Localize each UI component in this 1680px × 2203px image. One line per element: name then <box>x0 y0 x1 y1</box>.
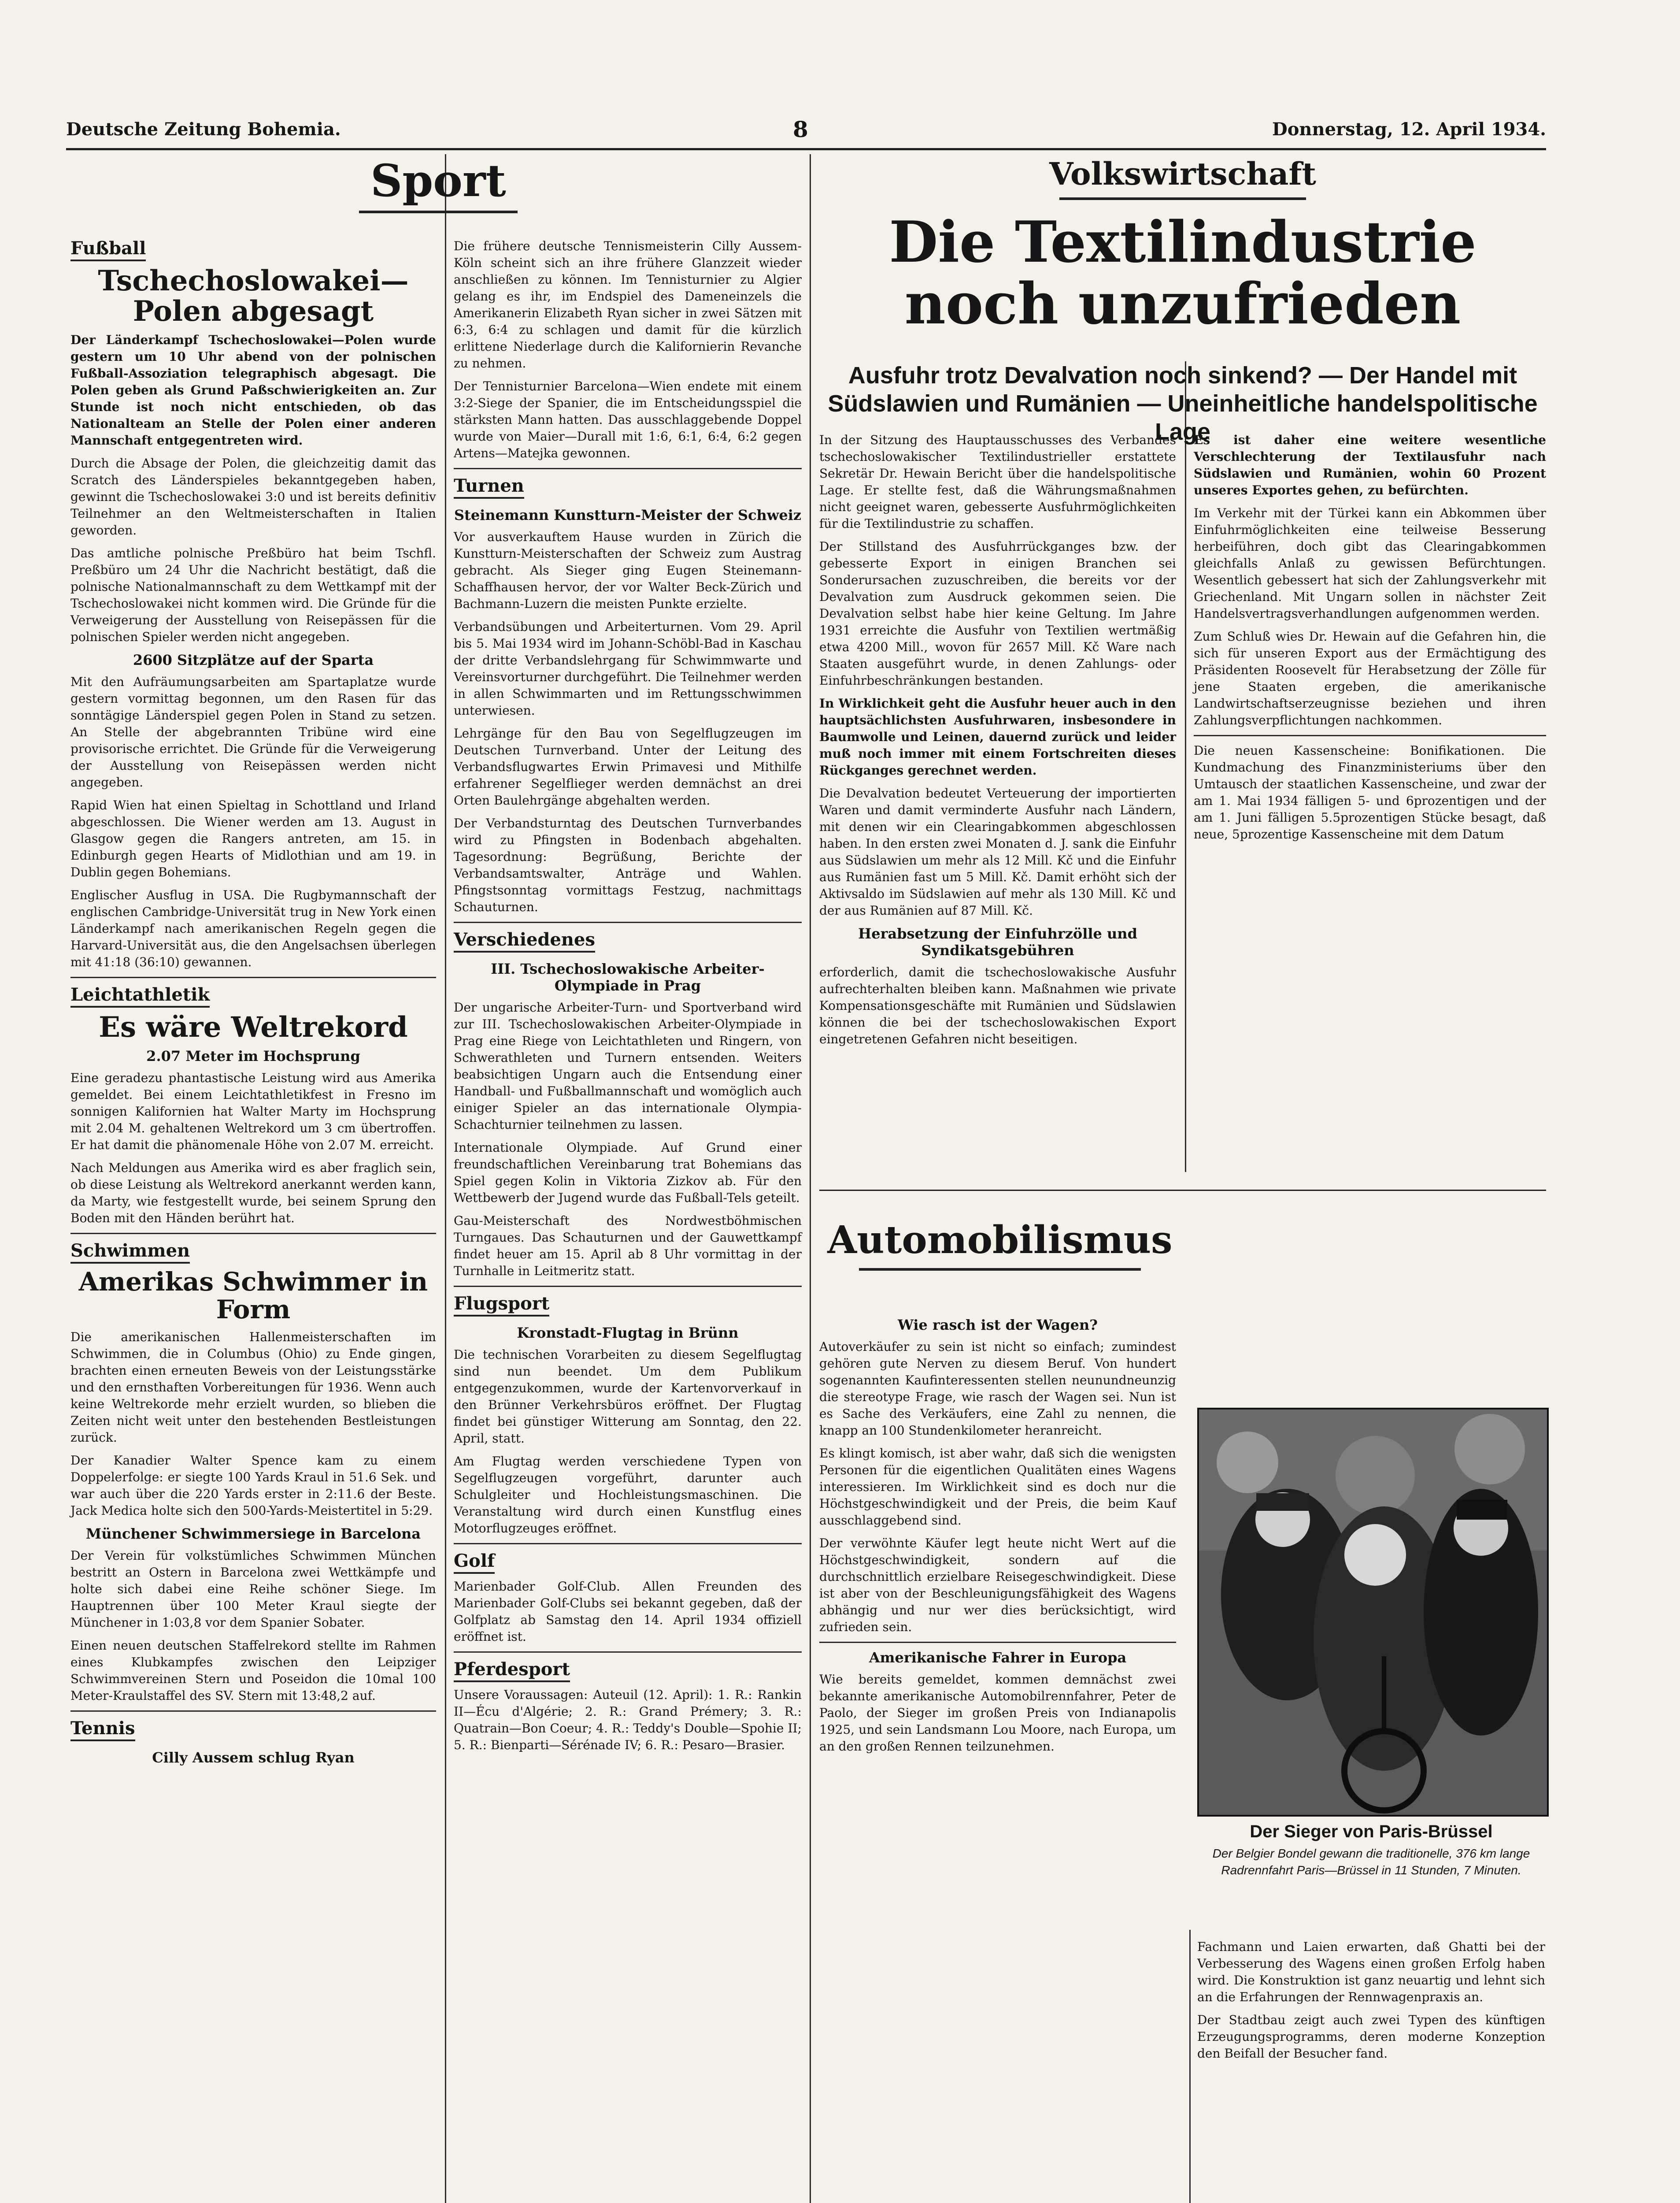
textil-column-right <box>1194 432 1546 849</box>
fussball-paragraph: Durch die Absage der Polen, die gleichzeitig damit das Scratch des Länderspieles bekanntgegeben haben, gewinnt die Tschechoslowakei 3:0 und ist bereits definitiv Teilnehmer an den Weltmeisterschaften in Italien geworden. <box>70 456 436 538</box>
flugsport-paragraph: Die technischen Vorarbeiten zu diesem Segelflugtag sind nun beendet. Um dem Publikum entgegenzukommen, wurde der Kartenvorverkauf in den Brünner Verkehrsbüros eröffnet. Der Flugtag findet bei günstiger Witterung am Sonntag, den 22. April, statt. <box>454 1347 802 1446</box>
automobilismus-section-title: Automobilismus <box>819 1216 1180 1271</box>
turnen-subhead: Steinemann Kunstturn-Meister der Schweiz <box>454 507 802 523</box>
turnen-kicker: Turnen <box>454 475 524 499</box>
leichtathletik-headline: Es wäre Weltrekord <box>99 1011 408 1044</box>
automobil-paragraph: Der Stadtbau zeigt auch zwei Typen des künftigen Erzeugungsprogramms, deren moderne Konzeption den Beifall der Besucher fand. <box>1197 2013 1545 2061</box>
automobilismus-column <box>819 1313 1176 1761</box>
schwimmen-paragraph: Der Verein für volkstümliches Schwimmen München bestritt an Ostern in Barcelona zwei Wettkämpfe und holte sich dabei eine Reihe schöner Siege. Im Hauptrennen über 100 Meter Kraul siegte der Münchener in 1:03,8 vor dem Spanier Sobater. <box>70 1548 436 1630</box>
running-head <box>66 116 1546 144</box>
textil-subhead: Herabsetzung der Einfuhrzölle und Syndikatsgebühren <box>858 925 1137 959</box>
column-rule-2 <box>810 154 811 2203</box>
tennis-paragraph: Der Tennisturnier Barcelona—Wien endete mit einem 3:2-Siege der Spanier, die im Entscheidungsspiel die stärksten Mann hatten. Das ausschlaggebende Doppel wurde von Maier—Durall mit 1:6, 6:1, 6:4, 6:2 gegen Artens—Matejka gewonnen. <box>454 379 802 460</box>
photo-caption-title: Der Sieger von Paris-Brüssel <box>1250 1822 1493 1841</box>
leichtathletik-paragraph: Nach Meldungen aus Amerika wird es aber fraglich sein, ob diese Leistung als Weltrekord anerkannt werden kann, da Marty, wie festgestellt wurde, bei seinem Sprung den Boden mit den Händen berührt hat. <box>70 1161 436 1226</box>
column-rule-4 <box>1189 1930 1191 2203</box>
schwimmen-paragraph: Der Kanadier Walter Spence kam zu einem Doppelerfolge: er siegte 100 Yards Kraul in 51.6 Sek. und war auch über die 220 Yards erster in 2:11.6 der Beste. Jack Medica holte sich den 500-Yards-Meistertitel in 5:29. <box>70 1453 436 1518</box>
flugsport-kicker: Flugsport <box>454 1293 549 1317</box>
fussball-paragraph: Mit den Aufräumungsarbeiten am Spartaplatze wurde gestern vormittag begonnen, um den Rasen für das sonntägige Länderspiel gegen Polen in Stand zu setzen. An Stelle der abgebrannten Tribüne wird eine provisorische errichtet. Die Gründe für die Verweigerung der Ausstellung von Reisepässen werden nicht angegeben. <box>70 675 436 790</box>
textil-paragraph: Es ist daher eine weitere wesentliche Verschlechterung der Textilausfuhr nach Südslawien und Rumänien, wohin 60 Prozent unseres Exportes gehen, zu befürchten. <box>1194 433 1546 497</box>
header-rule <box>66 148 1546 150</box>
verschiedenes-paragraph: Gau-Meisterschaft des Nordwestböhmischen Turngaues. Das Schauturnen und der Gauwettkampf findet heuer am 15. April ab 8 Uhr vormittag in der Turnhalle in Leitmeritz statt. <box>454 1213 802 1278</box>
automobil-paragraph: Wie bereits gemeldet, kommen demnächst zwei bekannte amerikanische Automobilrennfahrer, Peter de Paolo, der Sieger im großen Preis von Indianapolis 1925, und sein Landsmann Lou Moore, nach Europa, um an den großen Rennen teilzunehmen. <box>819 1672 1176 1754</box>
flugsport-paragraph: Am Flugtag werden verschiedene Typen von Segelflugzeugen vorgeführt, darunter auch Schulgleiter und Hochleistungsmaschinen. Die Veranstaltung wird durch einen Kunstflug eines Motorflugzeuges eröffnet. <box>454 1454 802 1535</box>
fussball-paragraph: Rapid Wien hat einen Spieltag in Schottland und Irland abgeschlossen. Die Wiener werden am 13. August in Glasgow gegen die Rangers antreten, am 15. in Edinburgh gegen Hearts of Midlothian und am 19. in Dublin gegen Bohemians. <box>70 798 436 880</box>
pferdesport-kicker: Pferdesport <box>454 1659 570 1682</box>
photo-caption-text: Der Belgier Bondel gewann die traditionelle, 376 km lange Radrennfahrt Paris—Brüssel in 11 Stunden, 7 Minuten. <box>1212 1847 1530 1877</box>
fussball-headline: Tschechoslowakei—Polen abgesagt <box>98 264 409 328</box>
page-number: 8 <box>793 116 808 142</box>
tennis-kicker: Tennis <box>70 1718 135 1741</box>
schwimmen-paragraph: Einen neuen deutschen Staffelrekord stellte im Rahmen eines Klubkampfes zwischen den Leipziger Schwimmvereinen Stern und Poseidon die 10mal 100 Meter-Kraulstaffel des SV. Stern mit 13:48,2 auf. <box>70 1638 436 1703</box>
section-divider <box>819 1190 1546 1191</box>
tennis-paragraph: Die frühere deutsche Tennismeisterin Cilly Aussem-Köln scheint sich an ihre frühere Glanzzeit wieder anschließen zu können. Im Tennisturnier zu Algier gelang es ihr, im Endspiel des Dameneinzels die Amerikanerin Elizabeth Ryan sicher in zwei Sätzen mit 6:3, 6:4 zu schlagen und damit für die kürzlich erlittene Niederlage durch die Kalifornierin Revanche zu nehmen. <box>454 239 802 371</box>
textil-paragraph: Die Devalvation bedeutet Verteuerung der importierten Waren und damit verminderte Ausfuhr nach Ländern, mit denen wir ein Clearingabkommen abgeschlossen haben. In den ersten zwei Monaten d. J. sank die Einfuhr aus Südslawien um mehr als 12 Mill. Kč und die Einfuhr aus Rumänien fast um 5 Mill. Kč. Damit erhöht sich der Aktivsaldo im Südslawien auf mehr als 130 Mill. Kč und der aus Rumänien auf 87 Mill. Kč. <box>819 786 1176 918</box>
verschiedenes-paragraph: Internationale Olympiade. Auf Grund einer freundschaftlichen Vereinbarung trat Bohemians das Spiel gegen Kolin in Viktoria Zizkov ab. Für den Wettbewerb der Jugend wurde das Fußball-Tels geteilt. <box>454 1140 802 1205</box>
textil-paragraph: In Wirklichkeit geht die Ausfuhr heuer auch in den hauptsächlichsten Ausfuhrwaren, insbesondere in Baumwolle und Leinen, dauernd zurück und leider muß noch immer mit einem Fortschreiten dieses Rückganges gerechnet werden. <box>819 696 1176 778</box>
automobil-paragraph: Autoverkäufer zu sein ist nicht so einfach; zumindest gehören gute Nerven zu diesem Beruf. Von hundert sogenannten Kaufinteressenten stellen neunundneunzig die stereotype Frage, wie rasch der Wagen sei. Nun ist es Sache des Verkäufers, eine Zahl zu nennen, die knapp an 100 Stundenkilometer heranreicht. <box>819 1339 1176 1438</box>
turnen-paragraph: Verbandsübungen und Arbeiterturnen. Vom 29. April bis 5. Mai 1934 wird im Johann-Schöbl-Bad in Kaschau der dritte Verbandslehrgang für Schwimmwarte und Vereinsvorturner durchgeführt. Die Teilnehmer werden in allen Schwimmarten und im Rettungsschwimmen unterwiesen. <box>454 619 802 718</box>
fussball-lead: Der Länderkampf Tschechoslowakei—Polen wurde gestern um 10 Uhr abend von der polnischen Fußball-Assoziation telegraphisch abgesagt. Die Polen geben als Grund Paßschwierigkeiten an. Zur Stunde ist noch nicht entschieden, ob das Nationalteam an Stelle der Polen einer anderen Mannschaft entgegentreten wird. <box>70 333 436 448</box>
photo-caption <box>1197 1822 1545 1879</box>
schwimmen-kicker: Schwimmen <box>70 1240 190 1264</box>
fussball-paragraph: Das amtliche polnische Preßbüro hat beim Tschfl. Preßbüro um 24 Uhr die Nachricht bestätigt, daß die polnische Nationalmannschaft zu dem Wettkampf mit der Tschechoslowakei nicht kommen wird. Die Gründe für die Verweigerung der Ausstellung von Reisepässen für die polnischen Spieler werden nicht angegeben. <box>70 546 436 645</box>
cyclist-photo <box>1197 1408 1549 1817</box>
golf-kicker: Golf <box>454 1550 495 1574</box>
fussball-subhead: 2600 Sitzplätze auf der Sparta <box>133 652 374 669</box>
textil-deck: Ausfuhr trotz Devalvation noch sinkend? — Der Handel mit Südslawien und Rumänien — Uneinheitliche handelspolitische Lage <box>828 362 1538 445</box>
sport-column-2 <box>454 238 802 1760</box>
turnen-paragraph: Der Verbandsturntag des Deutschen Turnverbandes wird zu Pfingsten in Bodenbach abgehalten. Tagesordnung: Begrüßung, Berichte der Verbandsamtswalter, Anträge und Wahlen. Pfingstsonntag vormittags Festzug, nachmittags Schauturnen. <box>454 816 802 914</box>
verschiedenes-kicker: Verschiedenes <box>454 929 595 953</box>
automobil-paragraph: Der verwöhnte Käufer legt heute nicht Wert auf die Höchstgeschwindigkeit, sondern auf die durchschnittlich erzielbare Reisegeschwindigkeit. Diese ist aber von der Beschleunigungsfähigkeit des Wagens abhängig und nur wer dies berücksichtigt, wird zufrieden sein. <box>819 1536 1176 1634</box>
sport-column-1 <box>70 238 436 1771</box>
volkswirtschaft-section-title: Volkswirtschaft <box>819 154 1546 200</box>
automobil-paragraph: Fachmann und Laien erwarten, daß Ghatti bei der Verbesserung des Wagens einen großen Erfolg haben wird. Die Konstruktion ist ganz neuartig und lehnt sich an die Erfahrungen der Rennwagenpraxis an. <box>1197 1940 1545 2004</box>
textil-paragraph: erforderlich, damit die tschechoslowakische Ausfuhr aufrechterhalten bleiben kann. Maßnahmen wie private Kompensationsgeschäfte mit Rumänien und Südslawien können die bei der tschechoslowakischen Export eingetretenen Gefahren nicht beseitigen. <box>819 965 1176 1046</box>
automobil-paragraph: Es klingt komisch, ist aber wahr, daß sich die wenigsten Personen für die eigentlichen Qualitäten eines Wagens interessieren. Im Wirklichkeit sind es doch nur die Höchstgeschwindigkeit und der Preis, die beim Kauf ausschlaggebend sind. <box>819 1446 1176 1528</box>
automobilismus-column-right <box>1197 1939 1545 2068</box>
leichtathletik-paragraph: Eine geradezu phantastische Leistung wird aus Amerika gemeldet. Bei einem Leichtathletikfest in Fresno im sonnigen Kalifornien hat Walter Marty im Hochsprung mit 2.04 M. gehaltenen Weltrekord um 3 cm übertroffen. Er hat damit die phänomenale Höhe von 2.07 M. erreicht. <box>70 1071 436 1153</box>
textil-paragraph: Zum Schluß wies Dr. Hewain auf die Gefahren hin, die sich für unseren Export aus der Ermächtigung des Präsidenten Roosevelt für Herabsetzung der Zölle für jene Staaten ergeben, die amerikanische Landwirtschaftserzeugnisse beziehen und ihren Zahlungsverpflichtungen nachkommen. <box>1194 629 1546 727</box>
turnen-paragraph: Vor ausverkauftem Hause wurden in Zürich die Kunstturn-Meisterschaften der Schweiz zum Austrag gebracht. Als Sieger ging Eugen Steinemann-Schaffhausen hervor, der vor Walter Beck-Zürich und Bachmann-Luzern die meisten Punkte erzielte. <box>454 530 802 611</box>
pferdesport-paragraph: Unsere Voraussagen: Auteuil (12. April): 1. R.: Rankin II—Écu d'Algérie; 2. R.: Grand Prémery; 3. R.: Quatrain—Bon Coeur; 4. R.: Teddy's Double—Spohie II; 5. R.: Bienparti—Sérénade IV; 6. R.: Pesaro—Brasier. <box>454 1687 802 1752</box>
textil-paragraph: Der Stillstand des Ausfuhrrückganges bzw. der gebesserte Export in einigen Branchen sei Sonderursachen zuzuschreiben, die bereits vor der Devalvation zum Ausdruck gekommen seien. Die Devalvation selbst habe hier keine Geltung. Im Jahre 1931 erreichte die Ausfuhr von Textilien wertmäßig etwa 4200 Mill., wovon für 2657 Mill. Kč Ware nach Staaten ausgeführt wurde, in denen Zahlungs- oder Einfuhrbeschränkungen bestanden. <box>819 539 1176 688</box>
automobil-subhead: Amerikanische Fahrer in Europa <box>869 1649 1127 1666</box>
flugsport-subhead: Kronstadt-Flugtag in Brünn <box>517 1324 739 1341</box>
paper-name: Deutsche Zeitung Bohemia. <box>66 119 341 140</box>
turnen-paragraph: Lehrgänge für den Bau von Segelflugzeugen im Deutschen Turnverband. Unter der Leitung des Verbandsflugwartes Erwin Primavesi und Mithilfe erfahrener Segelflieger werden demnächst an drei Orten Baulehrgänge abgehalten werden. <box>454 726 802 808</box>
issue-date: Donnerstag, 12. April 1934. <box>1272 119 1546 140</box>
kassenscheine-paragraph: Die neuen Kassenscheine: Bonifikationen. Die Kundmachung des Finanzministeriums über den Umtausch der staatlichen Kassenscheine, und zwar der am 1. Mai 1934 fälligen 5- und 6prozentigen und der am 1. Juni fälligen 5.5prozentigen Stücke besagt, daß neue, 5prozentige Kassenscheine mit dem Datum <box>1194 743 1546 842</box>
fussball-paragraph: Englischer Ausflug in USA. Die Rugbymannschaft der englischen Cambridge-Universität trug in New York einen Länderkampf nach amerikanischen Regeln gegen die Harvard-Universität aus, die den Angelsachsen überlegen mit 41:18 (36:10) gewannen. <box>70 888 436 970</box>
textil-paragraph: In der Sitzung des Hauptausschusses des Verbandes tschechoslowakischer Textilindustrieller erstattete Sekretär Dr. Hewain Bericht über die handelspolitische Lage. Er stellte fest, daß die Währungsmaßnahmen nicht geeignet waren, gebesserte Ausfuhrmöglichkeiten für die Textilindustrie zu schaffen. <box>819 433 1176 531</box>
textil-headline: Die Textilindustrie noch unzufrieden <box>889 209 1476 337</box>
leichtathletik-kicker: Leichtathletik <box>70 984 210 1008</box>
column-rule-1 <box>445 154 446 2203</box>
schwimmen-headline: Amerikas Schwimmer in Form <box>78 1267 428 1324</box>
tennis-headline: Cilly Aussem schlug Ryan <box>152 1749 355 1766</box>
verschiedenes-paragraph: Der ungarische Arbeiter-Turn- und Sportverband wird zur III. Tschechoslowakischen Arbeiter-Olympiade in Prag eine Riege von Leichtathleten und Ringern, von Schwerathleten und Turnern entsenden. Weiters beabsichtigen Ungarn auch die Entsendung einer Handball- und Fußballmannschaft und womöglich auch einiger Spieler an das internationale Olympia-Schachturnier teilnehmen zu lassen. <box>454 1000 802 1132</box>
fussball-kicker: Fußball <box>70 238 146 261</box>
automobil-subhead: Wie rasch ist der Wagen? <box>898 1317 1098 1333</box>
textil-column-left <box>819 432 1176 1054</box>
golf-paragraph: Marienbader Golf-Club. Allen Freunden des Marienbader Golf-Clubs sei bekannt gegeben, daß der Golfplatz ab Samstag den 14. April 1934 offiziell eröffnet ist. <box>454 1579 802 1644</box>
column-rule-3 <box>1185 361 1186 1172</box>
sport-section-title: Sport <box>66 154 810 213</box>
schwimmen-subhead: Münchener Schwimmersiege in Barcelona <box>85 1525 421 1542</box>
textil-paragraph: Im Verkehr mit der Türkei kann ein Abkommen über Einfuhrmöglichkeiten eine teilweise Besserung herbeiführen, doch gibt das Clearingabkommen gleichfalls Anlaß zu gewissen Befürchtungen. Wesentlich gebessert hat sich der Zahlungsverkehr mit Griechenland. Mit Ungarn sollen in nächster Zeit Handelsvertragsverhandlungen aufgenommen werden. <box>1194 506 1546 621</box>
verschiedenes-headline: III. Tschechoslowakische Arbeiter-Olympiade in Prag <box>491 961 765 994</box>
schwimmen-paragraph: Die amerikanischen Hallenmeisterschaften im Schwimmen, die in Columbus (Ohio) zu Ende gingen, brachten einen erneuten Beweis von der Leistungsstärke und den ernsthaften Vorbereitungen für 1936. Wenn auch keine Weltrekorde mehr erzielt wurden, so blieben die Zeiten nicht weit unter den bestehenden Bestleistungen zurück. <box>70 1329 436 1445</box>
leichtathletik-subhead: 2.07 Meter im Hochsprung <box>146 1048 360 1065</box>
